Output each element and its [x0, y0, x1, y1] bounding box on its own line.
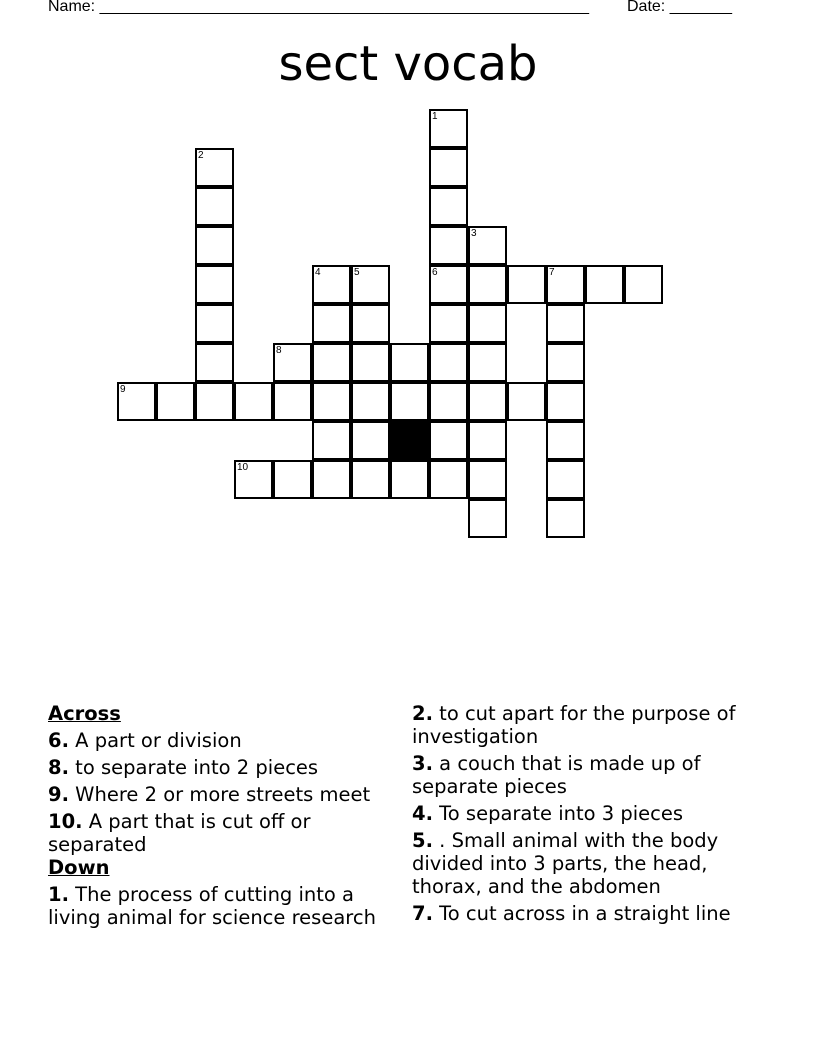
- crossword-cell[interactable]: [195, 304, 234, 343]
- clue-number: 6.: [48, 729, 69, 752]
- clue-number: 3.: [412, 752, 433, 775]
- crossword-cell[interactable]: [468, 343, 507, 382]
- crossword-cell[interactable]: [546, 343, 585, 382]
- crossword-cell[interactable]: [429, 343, 468, 382]
- clues-left-column: [48, 702, 398, 929]
- clue-number: 10.: [48, 810, 83, 833]
- crossword-cell[interactable]: [195, 265, 234, 304]
- crossword-cell[interactable]: [156, 382, 195, 421]
- clue-down-3: [412, 752, 757, 798]
- crossword-cell[interactable]: [234, 382, 273, 421]
- crossword-cell[interactable]: [468, 304, 507, 343]
- clue-number: 4.: [412, 802, 433, 825]
- crossword-cell[interactable]: [546, 421, 585, 460]
- crossword-cell[interactable]: [546, 304, 585, 343]
- crossword-cell[interactable]: [624, 265, 663, 304]
- crossword-cell[interactable]: [468, 421, 507, 460]
- crossword-cell[interactable]: [312, 382, 351, 421]
- crossword-cell[interactable]: [429, 187, 468, 226]
- clue-number: 1.: [48, 883, 69, 906]
- crossword-cell[interactable]: [351, 304, 390, 343]
- crossword-cell[interactable]: [195, 148, 234, 187]
- cell-number: 6: [432, 267, 438, 278]
- page-title: sect vocab: [278, 36, 538, 92]
- crossword-cell[interactable]: [390, 460, 429, 499]
- clue-down-1: [48, 883, 398, 929]
- cell-number: 4: [315, 267, 321, 278]
- crossword-black-cell: [390, 421, 429, 460]
- crossword-cell[interactable]: [507, 382, 546, 421]
- cell-number: 10: [237, 462, 249, 473]
- clue-text: The process of cutting into a living animal for science research: [48, 883, 376, 929]
- clue-down-7: [412, 902, 757, 925]
- clue-text: a couch that is made up of separate pieces: [412, 752, 701, 798]
- name-label: Name: _______________________________________________________: [48, 0, 589, 15]
- date-label: Date: _______: [627, 0, 732, 15]
- clue-number: 5.: [412, 829, 433, 852]
- clue-across-10: [48, 810, 398, 856]
- crossword-cell[interactable]: [351, 343, 390, 382]
- crossword-cell[interactable]: [585, 265, 624, 304]
- clue-text: A part or division: [68, 729, 242, 752]
- clue-across-6: [48, 729, 398, 752]
- crossword-cell[interactable]: [468, 499, 507, 538]
- crossword-cell[interactable]: [390, 343, 429, 382]
- crossword-cell[interactable]: [546, 382, 585, 421]
- crossword-cell[interactable]: [273, 382, 312, 421]
- clue-number: 2.: [412, 702, 433, 725]
- crossword-cell[interactable]: [429, 109, 468, 148]
- clue-text: To separate into 3 pieces: [432, 802, 684, 825]
- clue-number: 8.: [48, 756, 69, 779]
- crossword-cell[interactable]: [429, 226, 468, 265]
- clue-text: To cut across in a straight line: [432, 902, 731, 925]
- crossword-cell[interactable]: [312, 343, 351, 382]
- clue-down-2: [412, 702, 757, 748]
- crossword-cell[interactable]: [429, 421, 468, 460]
- clue-down-5: [412, 829, 757, 898]
- crossword-cell[interactable]: [234, 460, 273, 499]
- crossword-cell[interactable]: [429, 304, 468, 343]
- crossword-cell[interactable]: [273, 460, 312, 499]
- header: [48, 0, 732, 16]
- crossword-cell[interactable]: [507, 265, 546, 304]
- crossword-cell[interactable]: [429, 460, 468, 499]
- crossword-cell[interactable]: [195, 226, 234, 265]
- clue-across-8: [48, 756, 398, 779]
- crossword-cell[interactable]: [195, 382, 234, 421]
- cell-number: 8: [276, 345, 282, 356]
- clue-text: . Small animal with the body divided into 3 parts, the head, thorax, and the abdomen: [412, 829, 719, 898]
- cell-number: 1: [432, 111, 438, 122]
- crossword-cell[interactable]: [429, 148, 468, 187]
- cell-number: 7: [549, 267, 555, 278]
- crossword-cell[interactable]: [312, 421, 351, 460]
- clue-text: to cut apart for the purpose of investigation: [412, 702, 736, 748]
- crossword-cell[interactable]: [351, 460, 390, 499]
- crossword-cell[interactable]: [468, 382, 507, 421]
- clues-right-column: [412, 702, 757, 925]
- crossword-cell[interactable]: [351, 421, 390, 460]
- cell-number: 5: [354, 267, 360, 278]
- across-heading: Across: [48, 702, 121, 725]
- clue-text: to separate into 2 pieces: [68, 756, 319, 779]
- crossword-cell[interactable]: [351, 265, 390, 304]
- crossword-cell[interactable]: [312, 460, 351, 499]
- crossword-cell[interactable]: [546, 499, 585, 538]
- cell-number: 3: [471, 228, 477, 239]
- crossword-cell[interactable]: [351, 382, 390, 421]
- crossword-cell[interactable]: [429, 265, 468, 304]
- clue-number: 7.: [412, 902, 433, 925]
- crossword-cell[interactable]: [195, 343, 234, 382]
- cell-number: 2: [198, 150, 204, 161]
- crossword-cell[interactable]: [312, 265, 351, 304]
- crossword-cell[interactable]: [312, 304, 351, 343]
- crossword-cell[interactable]: [117, 382, 156, 421]
- clue-text: Where 2 or more streets meet: [68, 783, 371, 806]
- crossword-cell[interactable]: [546, 265, 585, 304]
- clue-down-4: [412, 802, 757, 825]
- crossword-cell[interactable]: [273, 343, 312, 382]
- clue-across-9: [48, 783, 398, 806]
- clue-number: 9.: [48, 783, 69, 806]
- cell-number: 9: [120, 384, 126, 395]
- crossword-cell[interactable]: [429, 382, 468, 421]
- clue-text: A part that is cut off or separated: [48, 810, 311, 856]
- crossword-cell[interactable]: [468, 265, 507, 304]
- crossword-cell[interactable]: [468, 226, 507, 265]
- crossword-cell[interactable]: [195, 187, 234, 226]
- crossword-cell[interactable]: [546, 460, 585, 499]
- crossword-cell[interactable]: [468, 460, 507, 499]
- down-heading: Down: [48, 856, 110, 879]
- crossword-cell[interactable]: [390, 382, 429, 421]
